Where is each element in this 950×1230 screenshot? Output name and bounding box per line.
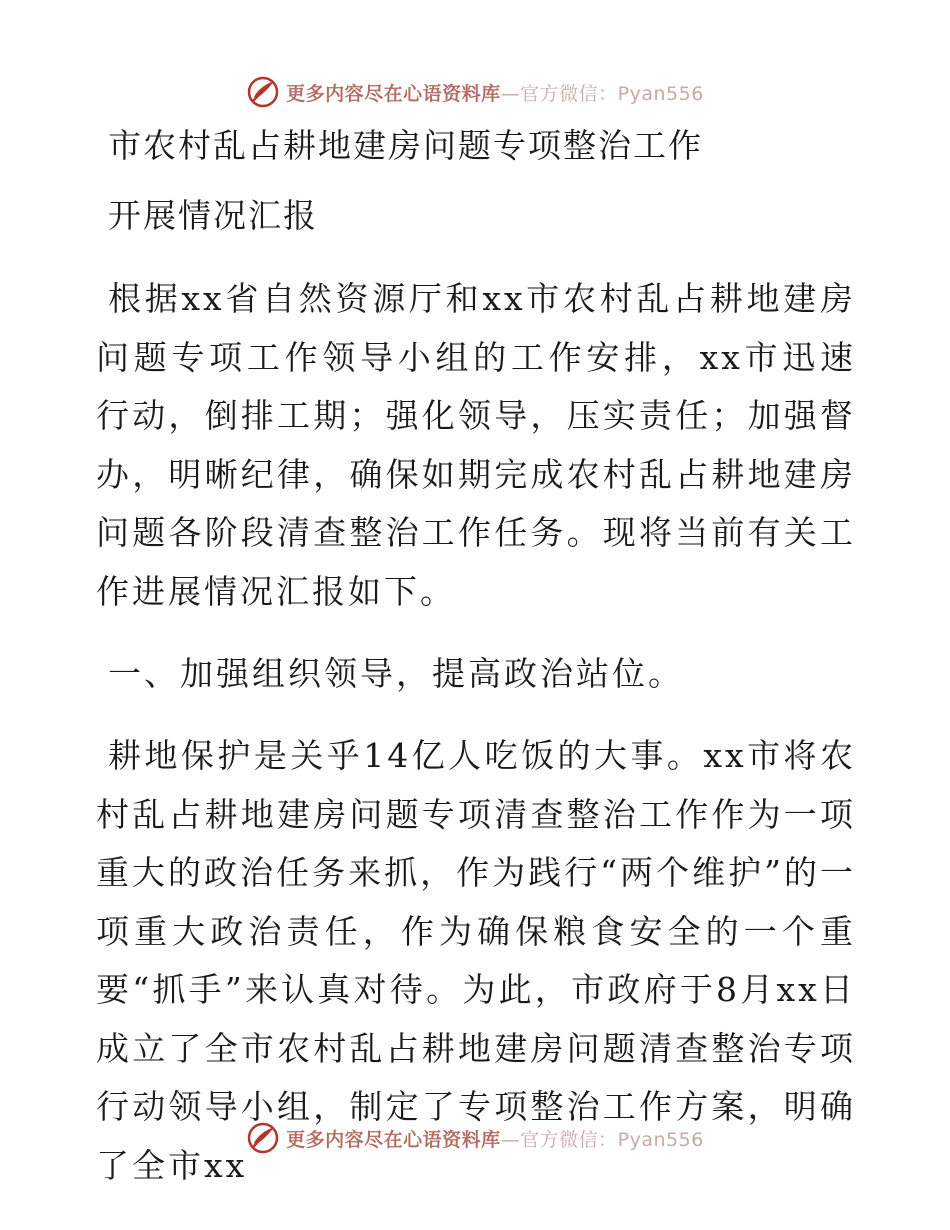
- paragraph-intro: 根据xx省自然资源厅和xx市农村乱占耕地建房问题专项工作领导小组的工作安排，xx市迅速行动，倒排工期；强化领导，压实责任；加强督办，明晰纪律，确保如期完成农村乱占耕地建房问题各阶段清查整治工作任务。现将当前有关工作进展情况汇报如下。: [96, 279, 856, 611]
- document-body: [96, 118, 856, 1195]
- paragraph-section-1: 耕地保护是关乎14亿人吃饭的大事。xx市将农村乱占耕地建房问题专项清查整治工作作为一项重大的政治任务来抓，作为践行“两个维护”的一项重大政治责任，作为确保粮食安全的一个重要“抓手”来认真对待。为此，市政府于8月xx日成立了全市农村乱占耕地建房问题清查整治专项行动领导小组，制定了专项整治工作方案，明确了全市xx: [96, 736, 856, 1185]
- document-title-line2: 开展情况汇报: [108, 196, 318, 235]
- watermark-header: [0, 72, 950, 112]
- pen-logo-icon: [246, 1121, 280, 1155]
- document-title-line1: 市农村乱占耕地建房问题专项整治工作: [108, 126, 703, 165]
- section-heading-1: 一、加强组织领导，提高政治站位。: [108, 654, 684, 693]
- pen-logo-icon: [246, 75, 280, 109]
- watermark-footer: [0, 1118, 950, 1158]
- watermark-text: 更多内容尽在心语资料库—官方微信：Pyan556: [286, 82, 704, 105]
- watermark-text: 更多内容尽在心语资料库—官方微信：Pyan556: [286, 1128, 704, 1151]
